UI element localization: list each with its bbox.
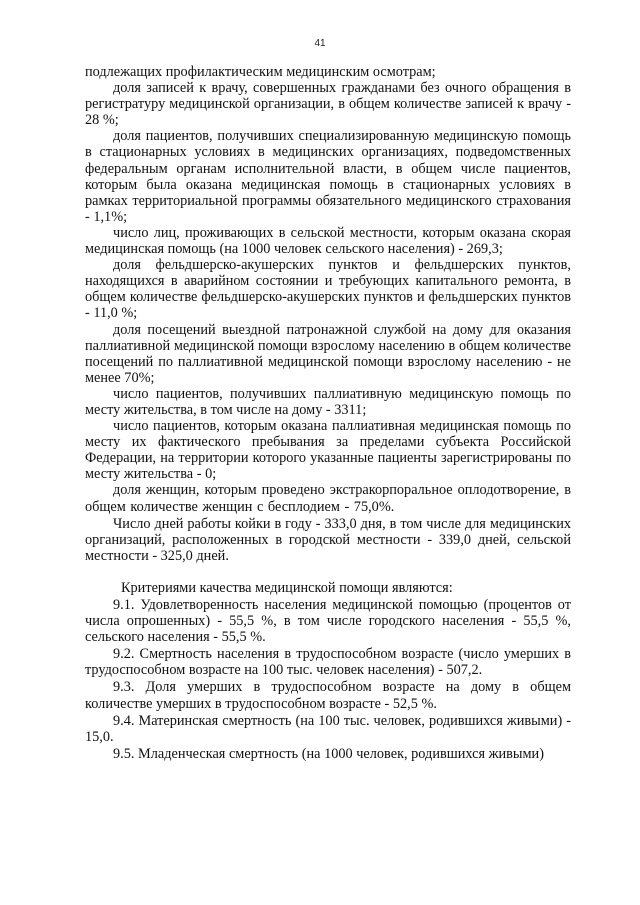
- paragraph: число лиц, проживающих в сельской местности, которым оказана скорая медицинская помощь (на 1000 человек сельского населения) - 269,3;: [85, 224, 571, 258]
- criteria-item: 9.1. Удовлетворенность населения медицинской помощью (процентов от числа опрошенных) - 55,5 %, в том числе городского населения - 55,5 %, сельского населения - 55,5 %.: [85, 597, 571, 646]
- paragraph: число пациентов, получивших паллиативную медицинскую помощь по месту жительства, в том числе на дому - 3311;: [85, 385, 571, 418]
- paragraph: Число дней работы койки в году - 333,0 дня, в том числе для медицинских организаций, расположенных в городской местности - 339,0 дней, сельской местности - 325,0 дней.: [85, 515, 571, 564]
- criteria-item: 9.5. Младенческая смертность (на 1000 человек, родившихся живыми): [113, 745, 544, 762]
- page-number: 41: [314, 38, 326, 49]
- criteria-item: 9.4. Материнская смертность (на 100 тыс. человек, родившихся живыми) - 15,0.: [85, 712, 571, 745]
- paragraph: доля посещений выездной патронажной службой на дому для оказания паллиативной медицинской помощи взрослому населению в общем количестве посещений по паллиативной медицинской помощи взрослому населению - не менее 70%;: [85, 321, 571, 386]
- criteria-heading: Критериями качества медицинской помощи являются:: [121, 579, 453, 596]
- criteria-item: 9.3. Доля умерших в трудоспособном возрасте на дому в общем количестве умерших в трудоспособном возрасте - 52,5 %.: [85, 679, 571, 712]
- paragraph: доля записей к врачу, совершенных гражданами без очного обращения в регистратуру медицинской организации, в общем количестве записей к врачу - 28 %;: [85, 80, 571, 129]
- paragraph: доля пациентов, получивших специализированную медицинскую помощь в стационарных условиях в медицинских организациях, подведомственных федеральным органам исполнительной власти, в общем числе пациентов, которым была оказана медицинская помощь в стационарных условиях в рамках территориальной программы обязательного медицинского страхования - 1,1%;: [85, 128, 571, 225]
- paragraph: доля женщин, которым проведено экстракорпоральное оплодотворение, в общем количестве женщин с бесплодием - 75,0%.: [85, 482, 571, 515]
- criteria-item: 9.2. Смертность населения в трудоспособном возрасте (число умерших в трудоспособном возрасте на 100 тыс. человек населения) - 507,2.: [85, 646, 571, 679]
- paragraph: число пациентов, которым оказана паллиативная медицинская помощь по месту их фактического пребывания за пределами субъекта Российской Федерации, на территории которого указанные пациенты зарегистрированы по месту жительства - 0;: [85, 418, 571, 483]
- paragraph: подлежащих профилактическим медицинским осмотрам;: [85, 64, 436, 80]
- document-body: [85, 64, 571, 762]
- paragraph: доля фельдшерско-акушерских пунктов и фельдшерских пунктов, находящихся в аварийном состоянии и требующих капитального ремонта, в общем количестве фельдшерско-акушерских пунктов и фельдшерских пунктов - 11,0 %;: [85, 257, 571, 322]
